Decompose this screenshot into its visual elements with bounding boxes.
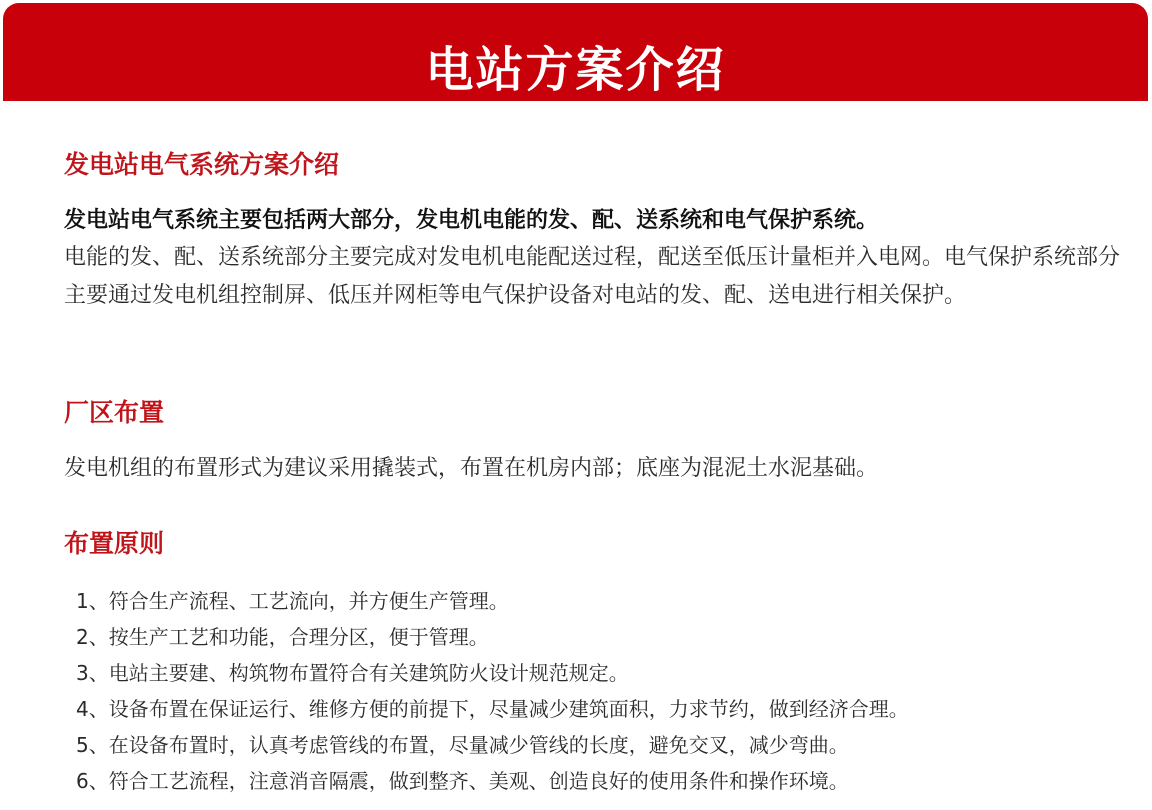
page-title: 电站方案介绍 bbox=[425, 41, 726, 98]
section-body-text: 电能的发、配、送系统部分主要完成对发电机电能配送过程，配送至低压计量柜并入电网。电气保护系统部分主要通过发电机组控制屏、低压并网柜等电气保护设备对电站的发、配、送电进行相关保护。 bbox=[64, 245, 1121, 308]
plant-layout-text: 发电机组的布置形式为建议采用撬装式，布置在机房内部；底座为混泥土水泥基础。 bbox=[64, 456, 879, 481]
list-item: 5、在设备布置时，认真考虑管线的布置，尽量减少管线的长度，避免交叉，减少弯曲。 bbox=[76, 733, 849, 757]
list-item: 4、设备布置在保证运行、维修方便的前提下，尽量减少建筑面积，力求节约，做到经济合理。 bbox=[76, 697, 909, 721]
section-lead-text: 发电站电气系统主要包括两大部分，发电机电能的发、配、送系统和电气保护系统。 bbox=[64, 208, 879, 233]
section-electrical-system bbox=[64, 148, 1124, 315]
section-plant-layout bbox=[64, 396, 1124, 488]
section-heading-electrical-system: 发电站电气系统方案介绍 bbox=[64, 150, 340, 179]
section-heading-plant-layout: 厂区布置 bbox=[64, 398, 165, 427]
section-heading-layout-principles: 布置原则 bbox=[64, 529, 165, 558]
title-banner bbox=[3, 3, 1148, 101]
list-item: 2、按生产工艺和功能，合理分区，便于管理。 bbox=[76, 625, 489, 649]
section-layout-principles bbox=[64, 527, 1124, 561]
principles-list bbox=[76, 583, 1136, 799]
list-item: 1、符合生产流程、工艺流向，并方便生产管理。 bbox=[76, 589, 509, 613]
list-item: 3、电站主要建、构筑物布置符合有关建筑防火设计规范规定。 bbox=[76, 661, 629, 685]
list-item: 6、符合工艺流程，注意消音隔震，做到整齐、美观、创造良好的使用条件和操作环境。 bbox=[76, 769, 849, 793]
